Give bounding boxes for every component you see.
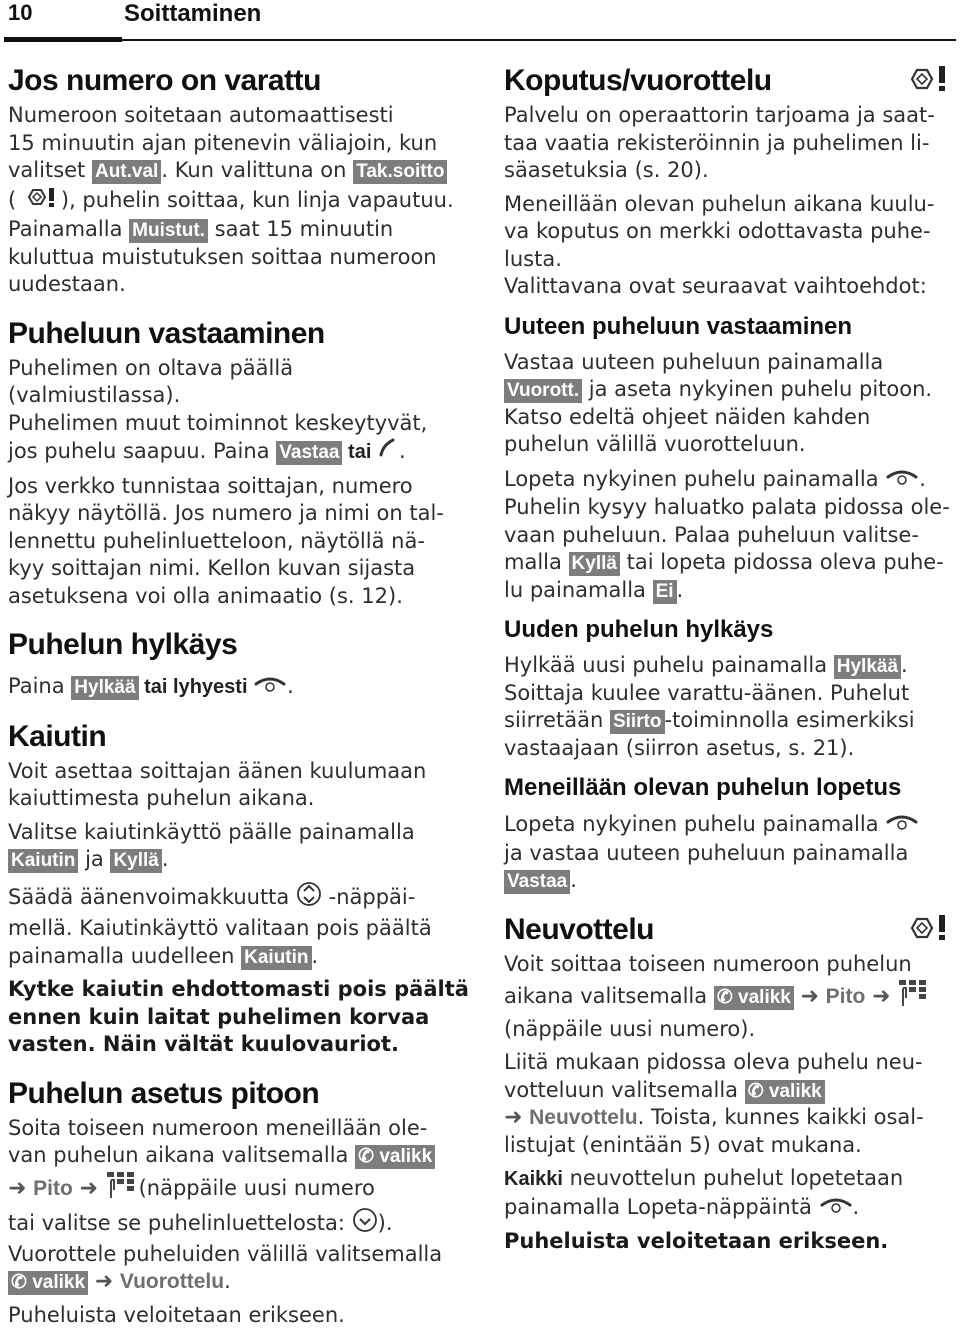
paragraph-conference-3: Kaikki neuvottelun puhelut lopetetaan painamalla Lopeta-näppäintä . [504,1165,952,1222]
heading-speaker: Kaiutin [8,716,470,758]
keypad-icon [105,1170,139,1208]
keypad-icon [897,978,931,1016]
paragraph-hold: Soita toiseen numeroon meneillään ole- van puhelun aikana valitsemalla ✆ valikk ➜ Pito ➜ (näppäile uusi numero tai valitse se puhelinluettelosta: ). Vuorottele puheluiden välillä valitsemalla ✆ valikk ➜ Vuorottelu. [8,1115,470,1296]
paragraph-waiting-1: Palvelu on operaattorin tarjoama ja saat- taa vaatia rekisteröinnin ja puhelimen li- säasetuksia (s. 20). [504,102,952,185]
paragraph-speaker-3: Säädä äänenvoimakkuutta -näppäi- mellä. Kaiutinkäyttö valitaan pois päältä painamalla uudelleen Kaiutin . [8,880,470,971]
warning-speaker: Kytke kaiutin ehdottomasti pois päältä ennen kuin laitat puhelimen korvaa vasten. Näin vältät kuulovauriot. [8,976,470,1059]
paragraph-answer-new-1: Vastaa uuteen puheluun painamalla Vuorott. ja aseta nykyinen puhelu pitoon. Katso edeltä ohjeet näiden kahden puhelun välillä vuorotteluun. [504,349,952,459]
paragraph-answer-1: Puhelimen on oltava päällä (valmiustilassa). Puhelimen muut toiminnot keskeytyvät, jos puhelu saapuu. Paina Vastaa tai . [8,355,470,467]
heading-busy: Jos numero on varattu [8,60,470,102]
page-number: 10 [8,0,32,26]
network-service-icon [908,913,952,947]
softkey-muistut: Muistut. [129,219,208,243]
header-rule-thick [4,37,122,42]
paragraph-conference-2: Liitä mukaan pidossa oleva puhelu neu- votteluun valitsemalla ✆ valikk ➜ Neuvottelu. Toista, kunnes kaikki osal- listujat (enintään 5) ovat mukana. [504,1049,952,1159]
header-rule [122,39,956,41]
left-column [8,60,470,1329]
softkey-vastaa: Vastaa [504,870,570,894]
end-call-icon [253,672,287,702]
phonebook-key-icon [352,1207,378,1241]
heading-conference: Neuvottelu [504,909,654,951]
softkey-kaiutin: Kaiutin [8,849,78,873]
end-call-icon [885,810,919,840]
softkey-ei: Ei [653,580,677,604]
note-charges-right: Puheluista veloitetaan erikseen. [504,1228,952,1256]
end-call-icon [819,1193,853,1223]
softkey-autval: Aut.val [92,160,161,184]
softkey-valikk-2: ✆ valikk [745,1080,825,1104]
paragraph-end-current: Lopeta nykyinen puhelu painamalla ja vastaa uuteen puheluun painamalla Vastaa . [504,810,952,895]
call-key-icon [377,437,399,467]
heading-reject-new: Uuden puhelun hylkäys [504,614,952,646]
end-call-icon [885,465,919,495]
arrow-icon: ➜ [872,984,890,1009]
heading-call-waiting: Koputus/vuorottelu [504,60,772,102]
softkey-kylla: Kyllä [569,552,620,576]
arrow-icon: ➜ [79,1175,97,1200]
right-column [504,60,952,1256]
heading-answer: Puheluun vastaaminen [8,313,470,355]
softkey-kaiutin-2: Kaiutin [241,946,311,970]
heading-reject: Puhelun hylkäys [8,624,470,666]
softkey-vastaa: Vastaa [276,441,342,465]
arrow-icon: ➜ [95,1269,113,1294]
paragraph-speaker-2: Valitse kaiutinkäyttö päälle painamalla Kaiutin ja Kyllä . [8,819,470,874]
volume-updown-icon [296,880,322,916]
arrow-icon: ➜ [801,984,819,1009]
softkey-hylkaa: Hylkää [71,676,138,700]
paragraph-conference-1: Voit soittaa toiseen numeroon puhelun aikana valitsemalla ✆ valikk ➜ Pito ➜ (näppäile uusi numero). [504,951,952,1044]
paragraph-speaker-1: Voit asettaa soittajan äänen kuulumaan kaiuttimesta puhelun aikana. [8,758,470,813]
paragraph-reject: Paina Hylkää tai lyhyesti . [8,672,470,702]
softkey-hylkaa: Hylkää [834,655,901,679]
arrow-icon: ➜ [8,1175,26,1200]
paragraph-waiting-2: Meneillään olevan puhelun aikana kuulu- va koputus on merkki odottavasta puhe- lusta. Valittavana ovat seuraavat vaihtoehdot: [504,191,952,301]
softkey-kylla: Kyllä [110,849,161,873]
note-charges-left: Puheluista veloitetaan erikseen. [8,1302,470,1329]
paragraph-answer-new-2: Lopeta nykyinen puhelu painamalla . Puhelin kysyy haluatko palata pidossa ole- vaan puheluun. Palaa puheluun valitse- malla Kyllä tai lopeta pidossa oleva puhe- lu painamalla Ei . [504,465,952,605]
heading-answer-new: Uuteen puheluun vastaaminen [504,311,952,343]
softkey-vuorott: Vuorott. [504,379,582,403]
heading-hold: Puhelun asetus pitoon [8,1073,470,1115]
paragraph-answer-2: Jos verkko tunnistaa soittajan, numero näkyy näytöllä. Jos numero ja nimi on tal- lennettu puhelinluetteloon, näytöllä nä- kyy soittajan nimi. Kellon kuvan sijasta asetuksena voi olla animaatio (s. 12). [8,473,470,611]
heading-end-current: Meneillään olevan puhelun lopetus [504,772,952,804]
softkey-takSoitto: Tak.soitto [353,160,447,184]
paragraph-busy: Numeroon soitetaan automaattisesti 15 minuutin ajan pitenevin väliajoin, kun valitset Aut.val . Kun valittuna on Tak.soitto ( ), puhelin soittaa, kun linja vapautuu. Painamalla Muistut. saat 15 minuutin kuluttua muistutuksen soittaa numeroon uudestaan. [8,102,470,299]
network-service-icon [23,185,61,217]
network-service-icon [908,64,952,98]
softkey-valikk: ✆ valikk [355,1145,435,1169]
paragraph-reject-new: Hylkää uusi puhelu painamalla Hylkää . Soittaja kuulee varattu-äänen. Puhelut siirretään Siirto -toiminnolla esimerkiksi vastaajaan (siirron asetus, s. 21). [504,652,952,762]
softkey-valikk-2: ✆ valikk [8,1271,88,1295]
softkey-siirto: Siirto [610,710,665,734]
softkey-valikk: ✆ valikk [714,986,794,1010]
arrow-icon: ➜ [504,1105,522,1130]
section-title: Soittaminen [124,0,261,28]
